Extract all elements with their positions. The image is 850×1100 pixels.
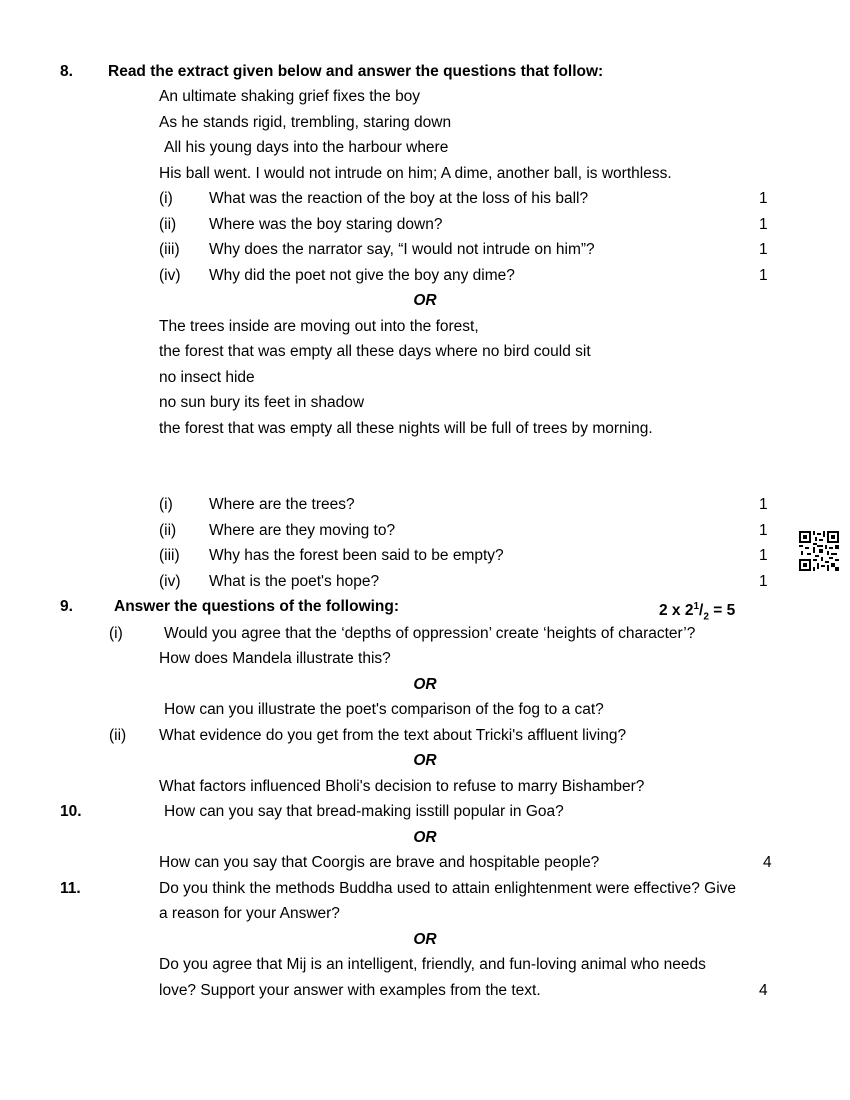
q11-number: 11. bbox=[60, 880, 81, 897]
q8-b2-text: Where are they moving to? bbox=[209, 522, 396, 539]
q11-marks: 4 bbox=[759, 982, 768, 999]
q8-b2-num: (ii) bbox=[159, 522, 177, 539]
q8-b3-marks: 1 bbox=[759, 547, 768, 564]
q8-or: OR bbox=[413, 292, 437, 309]
q9-number: 9. bbox=[60, 598, 73, 615]
q8-q4-text: Why did the poet not give the boy any dime? bbox=[209, 267, 515, 284]
q8-b1-marks: 1 bbox=[759, 496, 768, 513]
q9-i-num: (i) bbox=[109, 625, 123, 642]
q8-extract2-line: the forest that was empty all these nights will be full of trees by morning. bbox=[159, 420, 653, 437]
q11-alt1: Do you agree that Mij is an intelligent, friendly, and fun-loving animal who needs bbox=[159, 956, 706, 973]
q10-or: OR bbox=[413, 829, 437, 846]
q8-extract2-line: no insect hide bbox=[159, 369, 255, 386]
q8-b3-num: (iii) bbox=[159, 547, 180, 564]
q8-number: 8. bbox=[60, 63, 73, 80]
q11-alt2: love? Support your answer with examples from the text. bbox=[159, 982, 541, 999]
q8-q2-num: (ii) bbox=[159, 216, 177, 233]
q10-number: 10. bbox=[60, 803, 82, 820]
q9-marks: 2 x $2^1/_2 = 5$ bbox=[659, 601, 736, 623]
q8-extract2-line: the forest that was empty all these days where no bird could sit bbox=[159, 343, 591, 360]
q9-or2: OR bbox=[413, 752, 437, 769]
q8-q3-marks: 1 bbox=[759, 241, 768, 258]
q9-i-line1: Would you agree that the ‘depths of oppression’ create ‘heights of character’? bbox=[164, 625, 696, 642]
q8-b1-num: (i) bbox=[159, 496, 173, 513]
q8-extract1-line: His ball went. I would not intrude on him; A dime, another ball, is worthless. bbox=[159, 165, 672, 182]
q8-extract1-line: As he stands rigid, trembling, staring down bbox=[159, 114, 452, 131]
q8-q1-marks: 1 bbox=[759, 190, 768, 207]
q8-q2-text: Where was the boy staring down? bbox=[209, 216, 443, 233]
q8-b3-text: Why has the forest been said to be empty? bbox=[209, 547, 504, 564]
q10-alt: How can you say that Coorgis are brave and hospitable people? bbox=[159, 854, 600, 871]
q8-b4-marks: 1 bbox=[759, 573, 768, 590]
q9-heading: Answer the questions of the following: bbox=[114, 598, 400, 615]
q9-or1: OR bbox=[413, 676, 437, 693]
q11-line2: a reason for your Answer? bbox=[159, 905, 340, 922]
q8-b2-marks: 1 bbox=[759, 522, 768, 539]
q8-extract2-line: no sun bury its feet in shadow bbox=[159, 394, 365, 411]
q9-i-line2: How does Mandela illustrate this? bbox=[159, 650, 391, 667]
q10-line: How can you say that bread-making isstill popular in Goa? bbox=[164, 803, 564, 820]
q11-or: OR bbox=[413, 931, 437, 948]
q11-line1: Do you think the methods Buddha used to attain enlightenment were effective? Give bbox=[159, 880, 737, 897]
q8-extract1-line: All his young days into the harbour where bbox=[164, 139, 449, 156]
q8-extract1-line: An ultimate shaking grief fixes the boy bbox=[159, 88, 421, 105]
q8-q3-text: Why does the narrator say, “I would not intrude on him”? bbox=[209, 241, 595, 258]
q10-marks: 4 bbox=[763, 854, 772, 871]
q9-ii-line: What evidence do you get from the text about Tricki's affluent living? bbox=[159, 727, 627, 744]
q8-q4-marks: 1 bbox=[759, 267, 768, 284]
q8-b4-text: What is the poet's hope? bbox=[209, 573, 380, 590]
q9-ii-num: (ii) bbox=[109, 727, 127, 744]
q9-ii-alt: What factors influenced Bholi's decision to refuse to marry Bishamber? bbox=[159, 778, 645, 795]
q8-heading: Read the extract given below and answer the questions that follow: bbox=[108, 63, 604, 80]
q8-b1-text: Where are the trees? bbox=[209, 496, 355, 513]
q8-q4-num: (iv) bbox=[159, 267, 181, 284]
q8-q3-num: (iii) bbox=[159, 241, 180, 258]
q8-q2-marks: 1 bbox=[759, 216, 768, 233]
q8-q1-num: (i) bbox=[159, 190, 173, 207]
qr-code-icon bbox=[799, 531, 839, 571]
q9-i-alt: How can you illustrate the poet's comparison of the fog to a cat? bbox=[164, 701, 604, 718]
q8-q1-text: What was the reaction of the boy at the loss of his ball? bbox=[209, 190, 589, 207]
q8-b4-num: (iv) bbox=[159, 573, 181, 590]
q8-extract2-line: The trees inside are moving out into the forest, bbox=[159, 318, 479, 335]
